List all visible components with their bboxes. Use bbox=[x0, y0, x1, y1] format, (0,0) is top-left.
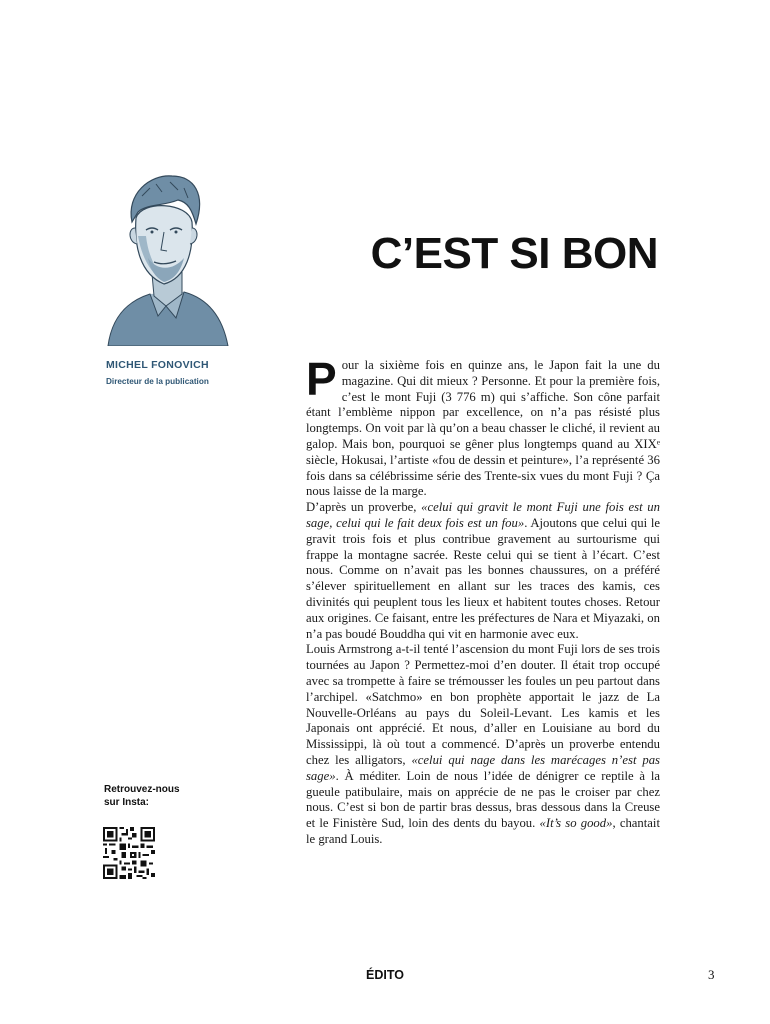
section-label: ÉDITO bbox=[366, 968, 404, 982]
editorial-text bbox=[306, 353, 660, 848]
page-title: C’EST SI BON bbox=[370, 229, 658, 278]
paragraph-3-text: . À méditer. Loin de nous l’idée de dénigrer ce reptile à la gueule patibulaire, mais on apprécie de ne pas le croiser par chez nous. C’est si bon de partir bras dessus, bras dessous dans la Creuse et le Finistère Sud, loin des dents du bayou. bbox=[306, 768, 660, 831]
page-number: 3 bbox=[708, 967, 715, 982]
paragraph-3-end: , chantait le grand Louis. bbox=[306, 816, 660, 846]
paragraph-2-text: . Ajoutons que celui qui le gravit trois fois et plus contribue gravement au surtourisme qui frappe la montagne sacrée. Reste celui qui se tient à l’écart. C’est nous. Comme on n’avait pas les bonnes chaussures, on a préféré s’élever spirituellement en allant sur les traces des kamis, ces divinités qui peuplent tous les lieux et habitent toutes choses. Retour aux origines. Ce faisant, entre les préfectures de Nara et Miyazaki, on n’a pas boudé Bouddha qui vit en harmonie avec eux. bbox=[306, 515, 660, 641]
author-portrait bbox=[98, 166, 234, 346]
drop-cap: P bbox=[306, 353, 337, 405]
paragraph-2-lead: D’après un proverbe, bbox=[306, 500, 422, 515]
paragraph-3-lead: Louis Armstrong a-t-il tenté l’ascension du mont Fuji lors de ses trois tournées au Japon ? Permettez-moi d’en douter. Il était trop occupé avec sa trompette à faire se trémousser les foules un peu partout dans l’archipel. «Satchmo» en bon prophète apportait le jazz de La Nouvelle-Orléans au pays du Soleil-Levant. Les kamis et les Japonais ont apprécié. Et nous, d’aller en Louisiane au bord du Mississippi, là où tout a commencé. D’après un proverbe entendu chez les alligators, bbox=[306, 642, 660, 767]
song-quote: «It’s so good» bbox=[539, 816, 613, 831]
insta-callout bbox=[104, 783, 180, 809]
author-role: Directeur de la publication bbox=[106, 377, 209, 386]
paragraph-3 bbox=[306, 642, 660, 847]
insta-line-1: Retrouvez-nous bbox=[104, 784, 180, 795]
paragraph-1 bbox=[306, 353, 660, 500]
paragraph-1-text: our la sixième fois en quinze ans, le Japon fait la une du magazine. Qui dit mieux ? Personne. Et pour la première fois, c’est le mont Fuji (3 776 m) qui s’affiche. Son cône parfait étant l’emblème nippon par excellence, on n’a pas résisté plus longtemps. On voit par là qu’on a beau chasser le cliché, il revient au galop. Mais bon, pourquoi se gêner plus longtemps quand au XIXᵉ siècle, Hokusai, l’artiste «fou de dessin et peinture», l’a représenté 36 fois dans sa célébrissime série des Trente-six vues du mont Fuji ? Ça nous laisse de la marge. bbox=[306, 358, 660, 499]
insta-line-2: sur Insta: bbox=[104, 797, 150, 808]
qr-code[interactable] bbox=[103, 826, 155, 880]
paragraph-2 bbox=[306, 500, 660, 642]
author-name: MICHEL FONOVICH bbox=[106, 359, 209, 371]
proverb-quote-2: «celui qui nage dans les marécages n’est pas sage» bbox=[306, 752, 660, 783]
proverb-quote-1: «celui qui gravit le mont Fuji une fois est un sage, celui qui le fait deux fois est un fou» bbox=[306, 500, 660, 530]
